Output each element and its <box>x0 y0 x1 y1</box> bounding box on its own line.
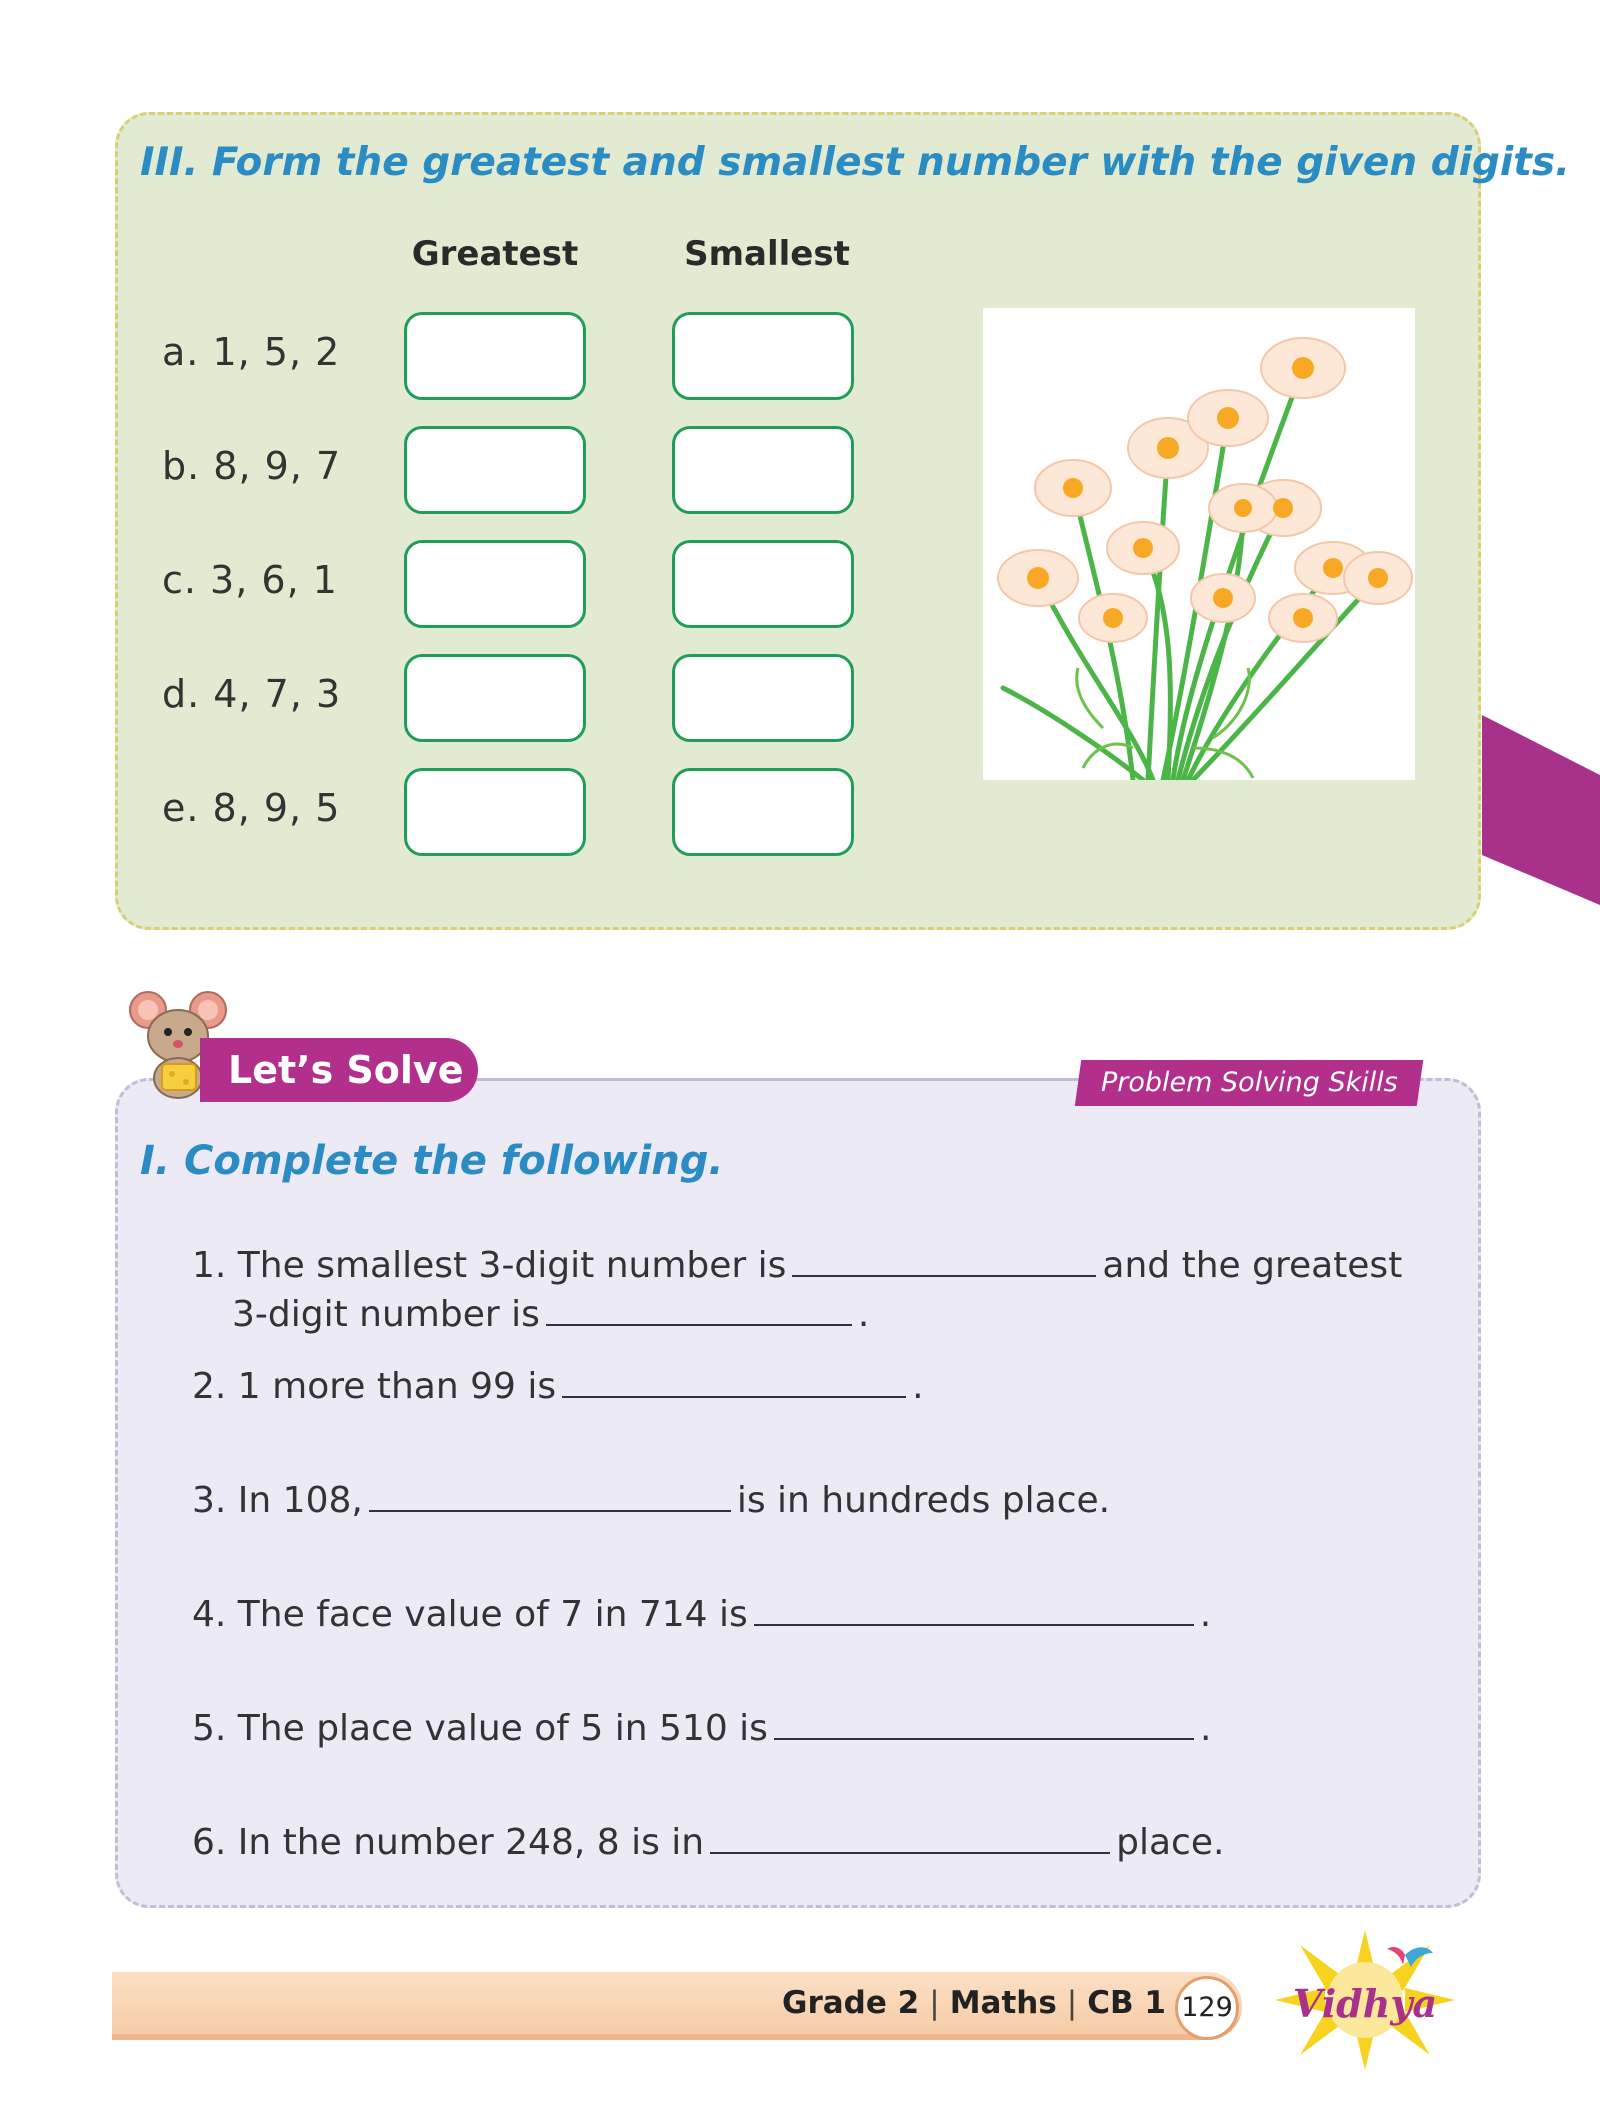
row-label-a: a. 1, 5, 2 <box>162 330 341 374</box>
row-label-c: c. 3, 6, 1 <box>162 558 338 602</box>
q1-text-a: 1. The smallest 3-digit number is <box>192 1245 787 1286</box>
q1-blank-greatest[interactable] <box>546 1294 852 1326</box>
panel-top-divider <box>478 1078 1078 1081</box>
section-iii-heading: III. Form the greatest and smallest number with the given digits. <box>140 140 1570 185</box>
q2-text-b: . <box>912 1366 924 1407</box>
row-label-b: b. 8, 9, 7 <box>162 444 342 488</box>
q5-blank[interactable] <box>774 1708 1194 1740</box>
greatest-answer-box-c[interactable] <box>404 540 586 628</box>
q6-blank[interactable] <box>710 1822 1110 1854</box>
footer-book-info <box>782 1985 1166 2021</box>
greatest-answer-box-d[interactable] <box>404 654 586 742</box>
q1-blank-smallest[interactable] <box>792 1245 1096 1277</box>
question-3 <box>192 1480 1110 1521</box>
daisy-flowers-illustration <box>983 308 1415 780</box>
row-label-d: d. 4, 7, 3 <box>162 672 342 716</box>
footer-separator: | <box>1066 1985 1078 2021</box>
logo-wordmark: Vidhya <box>1292 1981 1438 2026</box>
greatest-answer-box-b[interactable] <box>404 426 586 514</box>
q2-blank[interactable] <box>562 1366 906 1398</box>
question-4 <box>192 1594 1211 1635</box>
q2-text-a: 2. 1 more than 99 is <box>192 1366 557 1407</box>
smallest-answer-box-c[interactable] <box>672 540 854 628</box>
q1-text-c: 3-digit number is <box>232 1294 540 1335</box>
q4-text-a: 4. The face value of 7 in 714 is <box>192 1594 748 1635</box>
lets-solve-banner: Let’s Solve <box>200 1038 478 1102</box>
smallest-answer-box-b[interactable] <box>672 426 854 514</box>
sun-logo-icon <box>1255 1925 1475 2075</box>
greatest-answer-box-a[interactable] <box>404 312 586 400</box>
question-5 <box>192 1708 1211 1749</box>
q6-text-b: place. <box>1116 1822 1225 1863</box>
smallest-answer-box-e[interactable] <box>672 768 854 856</box>
problem-solving-skills-tag <box>1075 1060 1423 1106</box>
q4-text-b: . <box>1199 1594 1212 1635</box>
q3-text-b: is in hundreds place. <box>736 1480 1111 1521</box>
question-2 <box>192 1366 924 1407</box>
greatest-answer-box-e[interactable] <box>404 768 586 856</box>
smallest-answer-box-a[interactable] <box>672 312 854 400</box>
side-page-tab <box>1482 715 1600 905</box>
q1-text-d: . <box>857 1294 870 1335</box>
q6-text-a: 6. In the number 248, 8 is in <box>192 1822 705 1863</box>
skills-tag-label: Problem Solving Skills <box>1100 1067 1398 1098</box>
question-1-line-2 <box>232 1294 869 1335</box>
footer-subject: Maths <box>949 1985 1057 2021</box>
footer-grade: Grade 2 <box>782 1985 920 2021</box>
footer-book: CB 1 <box>1087 1985 1166 2021</box>
q5-text-b: . <box>1199 1708 1212 1749</box>
row-label-e: e. 8, 9, 5 <box>162 786 341 830</box>
section-i-heading: I. Complete the following. <box>140 1138 724 1184</box>
q1-text-b: and the greatest <box>1102 1245 1403 1286</box>
q5-text-a: 5. The place value of 5 in 510 is <box>192 1708 768 1749</box>
smallest-answer-box-d[interactable] <box>672 654 854 742</box>
q3-blank[interactable] <box>369 1480 731 1512</box>
greatest-column-header: Greatest <box>411 234 579 274</box>
smallest-column-header: Smallest <box>684 234 850 274</box>
question-1-line-1 <box>192 1245 1402 1286</box>
footer-separator: | <box>929 1985 940 2021</box>
q3-text-a: 3. In 108, <box>192 1480 363 1521</box>
q4-blank[interactable] <box>754 1594 1194 1626</box>
page-number: 129 <box>1175 1976 1239 2040</box>
question-6 <box>192 1822 1224 1863</box>
